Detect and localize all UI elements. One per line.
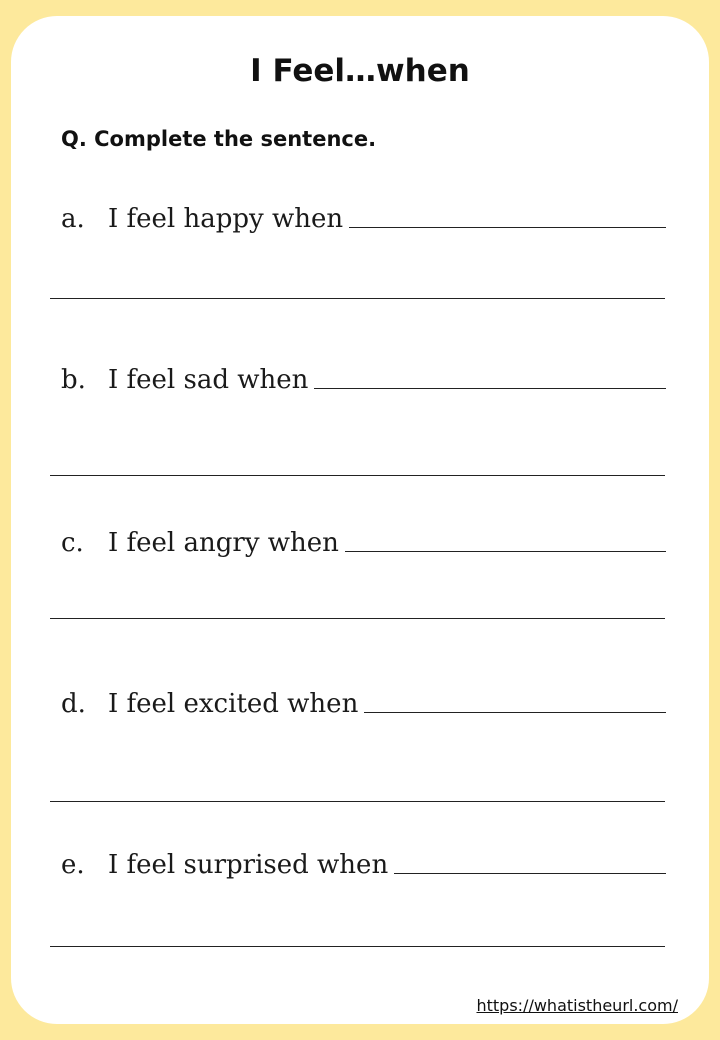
question-instruction: Q. Complete the sentence. (61, 127, 377, 151)
item-letter: c. (61, 528, 84, 558)
sentence-item-b (61, 367, 666, 393)
answer-blank-line[interactable] (345, 550, 666, 552)
worksheet-title: I Feel…when (250, 53, 470, 89)
answer-line[interactable] (50, 475, 665, 476)
item-prompt: I feel angry when (108, 528, 339, 558)
answer-blank-line[interactable] (314, 387, 666, 389)
item-prompt: I feel happy when (108, 204, 344, 234)
answer-blank-line[interactable] (364, 711, 666, 713)
answer-blank-line[interactable] (349, 226, 666, 228)
answer-line[interactable] (50, 946, 665, 947)
sentence-item-d (61, 691, 666, 717)
answer-line[interactable] (50, 801, 665, 802)
answer-blank-line[interactable] (394, 872, 666, 874)
item-prompt: I feel excited when (108, 689, 359, 719)
item-letter: d. (61, 689, 86, 719)
item-prompt: I feel surprised when (108, 850, 389, 880)
item-letter: b. (61, 365, 86, 395)
item-letter: a. (61, 204, 85, 234)
sentence-item-c (61, 530, 666, 556)
sentence-item-a (61, 206, 666, 232)
answer-line[interactable] (50, 618, 665, 619)
footer-url-link[interactable]: https://whatistheurl.com/ (476, 996, 678, 1015)
item-prompt: I feel sad when (108, 365, 309, 395)
sentence-item-e (61, 852, 666, 878)
answer-line[interactable] (50, 298, 665, 299)
item-letter: e. (61, 850, 85, 880)
